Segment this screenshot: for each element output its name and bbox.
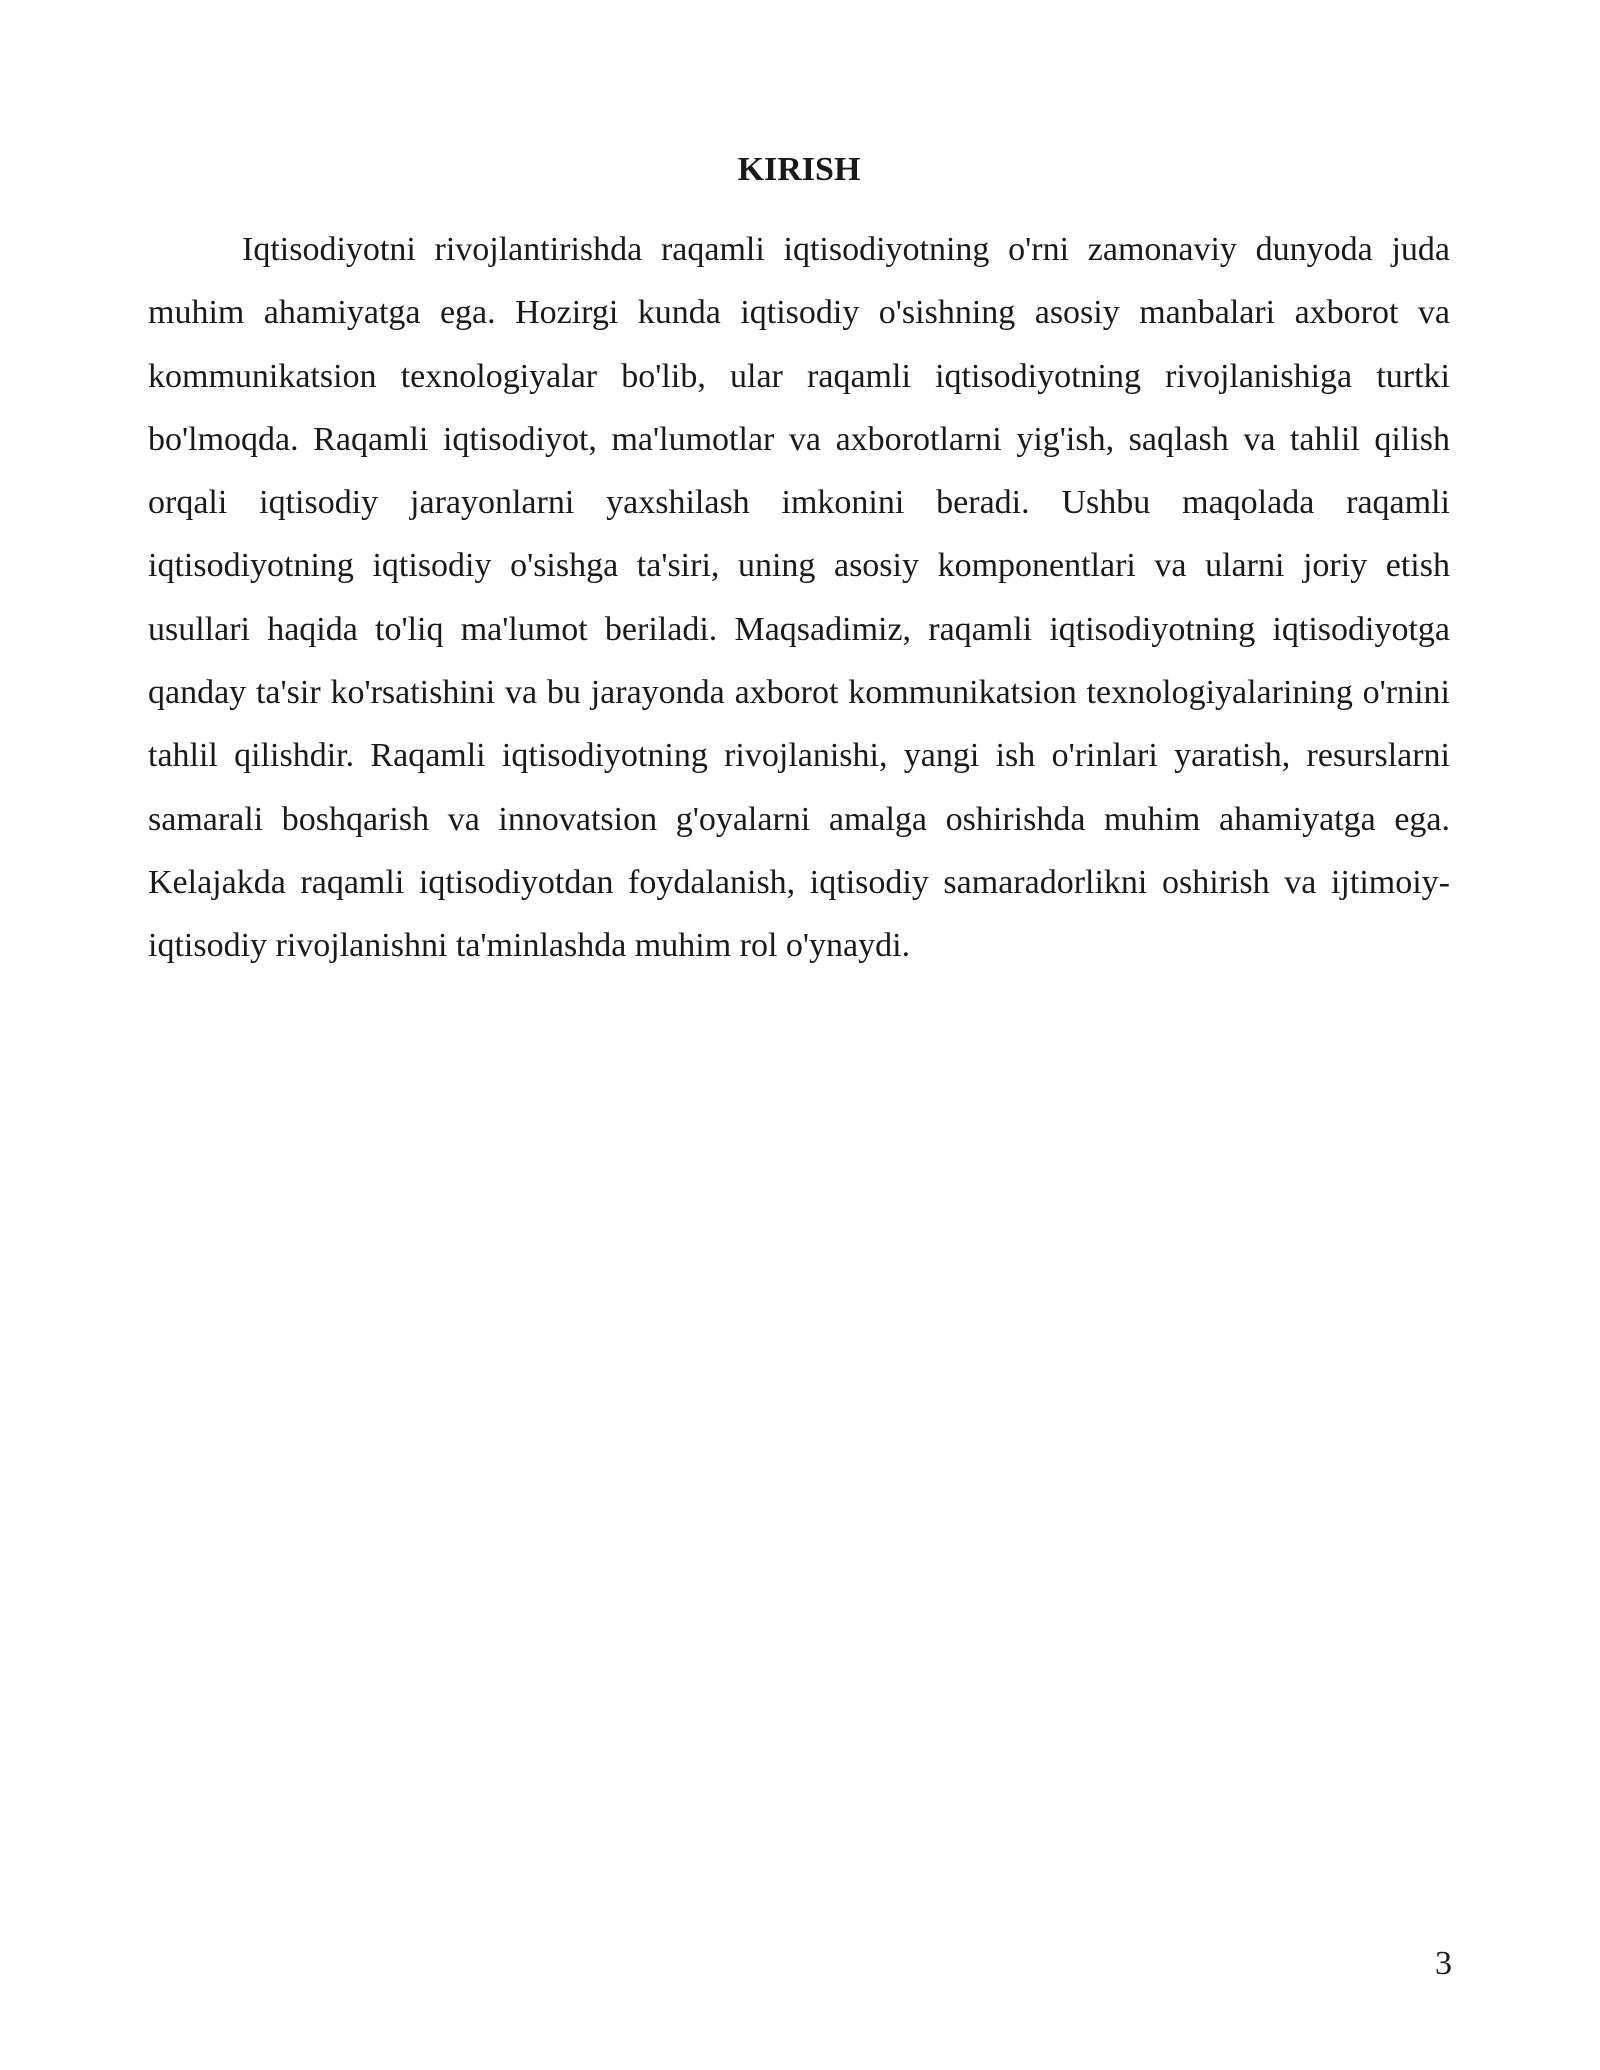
- page-number: 3: [1435, 1945, 1452, 1982]
- section-heading: KIRISH: [737, 151, 861, 188]
- body-paragraph: Iqtisodiyotni rivojlantirishda raqamli iqtisodiyotning o'rni zamonaviy dunyoda juda muhim ahamiyatga ega. Hozirgi kunda iqtisodiy o'sishning asosiy manbalari axborot va kommunikatsion texnologiyalar bo'lib, ular raqamli iqtisodiyotning rivojlanishiga turtki bo'lmoqda. Raqamli iqtisodiyot, ma'lumotlar va axborotlarni yig'ish, saqlash va tahlil qilish orqali iqtisodiy jarayonlarni yaxshilash imkonini beradi. Ushbu maqolada raqamli iqtisodiyotning iqtisodiy o'sishga ta'siri, uning asosiy komponentlari va ularni joriy etish usullari haqida to'liq ma'lumot beriladi. Maqsadimiz, raqamli iqtisodiyotning iqtisodiyotga qanday ta'sir ko'rsatishini va bu jarayonda axborot kommunikatsion texnologiyalarining o'rnini tahlil qilishdir. Raqamli iqtisodiyotning rivojlanishi, yangi ish o'rinlari yaratish, resurslarni samarali boshqarish va innovatsion g'oyalarni amalga oshirishda muhim ahamiyatga ega. Kelajakda raqamli iqtisodiyotdan foydalanish, iqtisodiy samaradorlikni oshirish va ijtimoiy-iqtisodiy rivojlanishni ta'minlashda muhim rol o'ynaydi.: [148, 231, 1450, 965]
